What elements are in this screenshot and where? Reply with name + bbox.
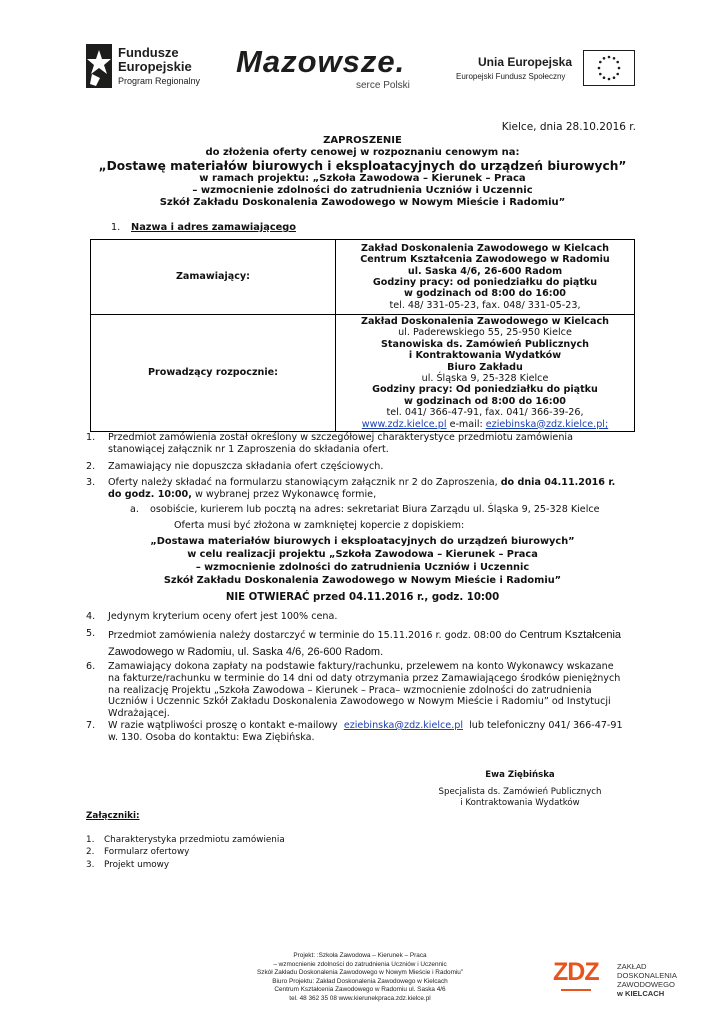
- point3: [108, 477, 640, 501]
- footer-line: tel. 48 362 35 08 www.kierunekpraca.zdz.kielce.pl: [289, 994, 431, 1002]
- point7-phone: lub telefoniczny 041/ 366-47-91: [469, 720, 623, 731]
- row1-line: Centrum Kształcenia Zawodowego w Radomiu: [360, 254, 610, 266]
- email-link[interactable]: eziebinska@zdz.kielce.pl;: [485, 418, 609, 430]
- zdz-logo-text: ZDZ: [553, 958, 599, 986]
- footer-line: Szkół Zakładu Doskonalenia Zawodowego w Nowym Mieście i Radomiu”: [256, 969, 463, 977]
- point7-email-link[interactable]: eziebinska@zdz.kielce.pl: [343, 720, 464, 731]
- mazowsze-tagline: serce Polski: [356, 80, 410, 91]
- doc-title-subject: „Dostawę materiałów biurowych i eksploatacyjnych do urządzeń biurowych”: [98, 159, 627, 173]
- point4-num: 4.: [86, 611, 96, 622]
- list-label: Projekt umowy: [104, 859, 170, 870]
- footer-project-info: [240, 952, 480, 1004]
- envelope-line: w celu realizacji projektu „Szkoła Zawodowa – Kierunek – Praca: [187, 549, 538, 560]
- doc-title-line6: Szkół Zakładu Doskonalenia Zawodowego w Nowym Mieście i Radomiu”: [159, 197, 566, 208]
- fe-line2: Europejskie: [118, 59, 192, 74]
- point7: [108, 720, 643, 744]
- signature-role: Specjalista ds. Zamówień Publicznych: [438, 787, 602, 797]
- zdz-logo: [553, 958, 603, 998]
- do-not-open-note: NIE OTWIERAĆ przed 04.11.2016 r., godz. 10:00: [225, 592, 500, 603]
- list-num: 2.: [86, 847, 95, 858]
- row2-contact-line: [339, 419, 631, 430]
- list-num: 1.: [86, 835, 95, 845]
- point3a-num: a.: [130, 504, 139, 515]
- zdz-underline: [561, 989, 591, 991]
- row2-line: i Kontraktowania Wydatków: [408, 350, 562, 362]
- row2-line: Stanowiska ds. Zamówień Publicznych: [380, 338, 590, 350]
- point1-num: 1.: [86, 432, 96, 443]
- row2-line: w godzinach od 8:00 do 16:00: [404, 395, 566, 407]
- point1-line1: Przedmiot zamówienia został określony w szczegółowej charakterystyce przedmiotu zamówienia: [108, 432, 573, 443]
- point6-line: na realizację Projektu „Szkoła Zawodowa – Kierunek – Praca– wzmocnienie zdolności do zatrudnienia: [108, 684, 592, 696]
- doc-title-line2: do złożenia oferty cenowej w rozpoznaniu cenowym na:: [205, 147, 520, 158]
- place-date: Kielce, dnia 28.10.2016 r.: [501, 121, 636, 133]
- zdz-name-line: ZAWODOWEGO: [617, 980, 675, 989]
- point3-num: 3.: [86, 477, 96, 488]
- envelope-intro: Oferta musi być złożona w zamkniętej kopercie z dopiskiem:: [174, 520, 465, 531]
- eu-flag-icon: [583, 50, 635, 86]
- point6-line: Wdrażającej.: [108, 708, 170, 720]
- point6-line: Uczniów i Uczennic Szkół Zakładu Doskonalenia Zawodowego w Nowym Mieście i Radomiu” od Instytucji: [108, 696, 611, 708]
- row2-line: ul. Śląska 9, 25-328 Kielce: [421, 373, 549, 385]
- point5-place: Centrum Kształcenia: [519, 629, 622, 641]
- doc-title-line5: – wzmocnienie zdolności do zatrudnienia Uczniów i Uczennic: [192, 185, 533, 196]
- doc-title: ZAPROSZENIE: [323, 135, 402, 146]
- zdz-name: [617, 962, 677, 998]
- signature-name: Ewa Ziębińska: [485, 770, 555, 780]
- footer-line: – wzmocnienie zdolności do zatrudnienia Uczniów i Uczennic: [273, 960, 447, 968]
- list-item: [86, 846, 285, 858]
- point5-text: Przedmiot zamówienia należy dostarczyć w terminie do 15.11.2016 r. godz. 08:00 do: [108, 630, 517, 641]
- point2-num: 2.: [86, 461, 96, 472]
- website-link[interactable]: www.zdz.kielce.pl: [361, 418, 447, 430]
- row1-line: w godzinach od 8:00 do 16:00: [404, 288, 566, 300]
- section1-num: 1.: [111, 222, 121, 233]
- footer-line: Centrum Kształcenia Zawodowego w Radomiu ul. Saska 4/6: [274, 986, 446, 994]
- row2-content: [336, 315, 635, 432]
- signature-block: [420, 770, 620, 809]
- fe-star-icon: [86, 44, 112, 88]
- attachments-title: Załączniki:: [86, 811, 140, 821]
- point3-text: Oferty należy składać na formularzu stanowiącym załącznik nr 2 do Zaproszenia,: [108, 477, 498, 488]
- envelope-line: „Dostawa materiałów biurowych i eksploatacyjnych do urządzeń biurowych”: [150, 536, 575, 547]
- signature-role: i Kontraktowania Wydatków: [460, 798, 580, 808]
- row1-line: Zakład Doskonalenia Zawodowego w Kielcach: [361, 242, 609, 254]
- envelope-line: Szkół Zakładu Doskonalenia Zawodowego w Nowym Mieście i Radomiu”: [163, 575, 562, 586]
- row2-line: Zakład Doskonalenia Zawodowego w Kielcach: [361, 316, 609, 327]
- table-row: [91, 315, 635, 432]
- list-item: [86, 859, 285, 871]
- row1-line: ul. Saska 4/6, 26-600 Radom: [407, 265, 563, 277]
- point5-num: 5.: [86, 628, 96, 639]
- list-label: Charakterystyka przedmiotu zamówienia: [104, 835, 285, 845]
- fe-line3: Program Regionalny: [118, 76, 201, 86]
- list-num: 3.: [86, 859, 95, 870]
- point3-deadline-time: do godz. 10:00,: [108, 489, 192, 500]
- row2-line: tel. 041/ 366-47-91, fax. 041/ 366-39-26,: [386, 407, 584, 419]
- row1-line: tel. 48/ 331-05-23, fax. 048/ 331-05-23,: [389, 299, 581, 311]
- contracting-party-table: [90, 239, 635, 432]
- row2-label: Prowadzący rozpocznie:: [91, 315, 336, 432]
- ue-subtitle: Europejski Fundusz Społeczny: [456, 72, 566, 81]
- point1: [108, 432, 638, 456]
- point6-num: 6.: [86, 661, 96, 672]
- email-label: e-mail:: [449, 418, 483, 430]
- footer-line: Biuro Projektu: Zakład Doskonalenia Zawodowego w Kielcach: [272, 977, 448, 985]
- zdz-name-line: ZAKŁAD: [617, 962, 647, 971]
- section1-title: Nazwa i adres zamawiającego: [131, 222, 297, 233]
- doc-title-line4: w ramach projektu: „Szkoła Zawodowa – Kierunek – Praca: [199, 173, 526, 184]
- row1-line: Godziny pracy: od poniedziałku do piątku: [372, 277, 598, 288]
- envelope-line: – wzmocnienie zdolności do zatrudnienia Uczniów i Uczennic: [195, 562, 530, 573]
- point6-line: na fakturze/rachunku w terminie do 14 dni od daty otrzymania przez Zamawiającego środków pieniężnych: [108, 672, 621, 684]
- zdz-name-line: w KIELCACH: [617, 989, 665, 998]
- point5-address: Zawodowego w Radomiu, ul. Saska 4/6, 26-600 Radom.: [108, 646, 384, 658]
- footer-line: Projekt: :Szkoła Zawodowa – Kierunek – Praca: [293, 952, 427, 959]
- point3-form: w wybranej przez Wykonawcę formie,: [194, 489, 377, 500]
- table-row: [91, 240, 635, 315]
- row1-content: [336, 240, 635, 315]
- row1-label: Zamawiający:: [91, 240, 336, 315]
- ue-title: Unia Europejska: [478, 55, 573, 69]
- fundusze-europejskie-logo: [86, 44, 216, 92]
- point3-deadline-date: do dnia 04.11.2016 r.: [500, 477, 616, 488]
- point7-text: W razie wątpliwości proszę o kontakt e-mailowy: [108, 720, 338, 731]
- list-item: [86, 834, 285, 846]
- point1-line2: stanowiącej załącznik nr 1 Zaproszenia do składania ofert.: [108, 444, 389, 455]
- attachments-list: [86, 834, 285, 871]
- point7-contact: w. 130. Osoba do kontaktu: Ewa Ziębińska.: [108, 732, 315, 743]
- point7-num: 7.: [86, 720, 96, 731]
- list-label: Formularz ofertowy: [104, 847, 190, 858]
- point2: Zamawiający nie dopuszcza składania ofert częściowych.: [108, 461, 384, 472]
- row2-line: ul. Paderewskiego 55, 25-950 Kielce: [398, 327, 572, 339]
- row2-line: Godziny pracy: Od poniedziałku do piątku: [372, 384, 598, 396]
- point6: [108, 661, 638, 720]
- point5: [108, 627, 648, 660]
- fe-line1: Fundusze: [118, 45, 179, 60]
- envelope-note: [80, 535, 645, 604]
- point4: Jedynym kryterium oceny ofert jest 100% cena.: [108, 611, 338, 622]
- row2-line: Biuro Zakładu: [447, 361, 523, 373]
- point3a: osobiście, kurierem lub pocztą na adres: sekretariat Biura Zarządu ul. Śląska 9, 25-328 Kielce: [150, 504, 600, 515]
- point6-line: Zamawiający dokona zapłaty na podstawie faktury/rachunku, przelewem na konto Wykonawcy wskazane: [108, 661, 614, 672]
- mazowsze-logo: Mazowsze.: [236, 44, 406, 79]
- zdz-name-line: DOSKONALENIA: [617, 971, 677, 980]
